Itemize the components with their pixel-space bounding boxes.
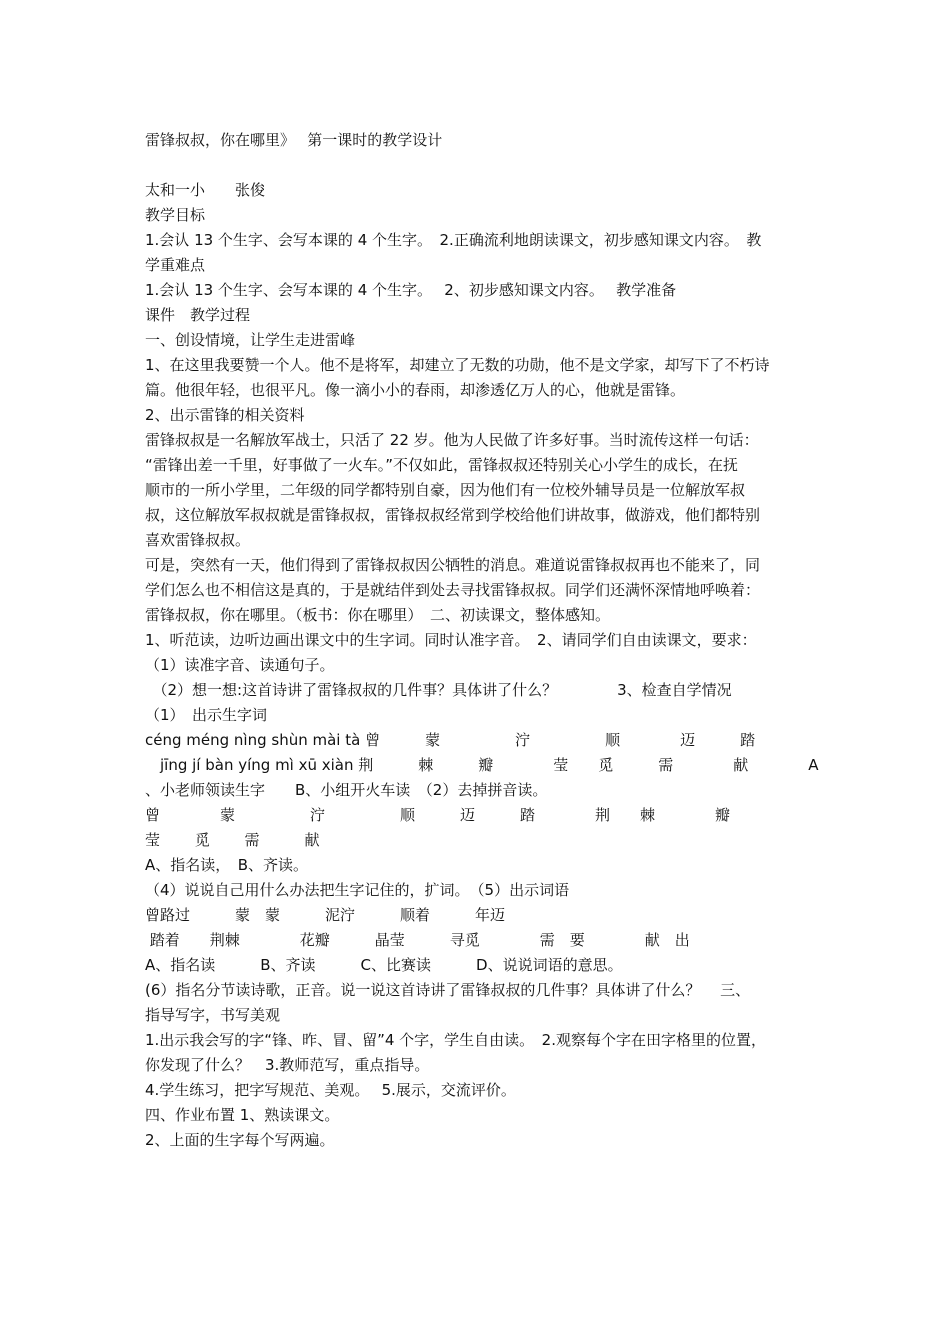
text-line: 喜欢雷锋叔叔。	[145, 531, 251, 549]
text-line: A、指名读 B、齐读 C、比赛读 D、说说词语的意思。	[145, 956, 623, 974]
word-list: 曾路过 蒙 蒙 泥泞 顺着 年迈	[145, 906, 506, 924]
text-line: 1.出示我会写的字“锋、昨、冒、留”4 个字，学生自由读。 2.观察每个字在田字格里的位置，	[145, 1031, 766, 1049]
text-line: （1） 出示生字词	[145, 706, 268, 724]
text-line: 可是，突然有一天，他们得到了雷锋叔叔因公牺牲的消息。难道说雷锋叔叔再也不能来了，同	[145, 556, 761, 574]
text-line: 1、在这里我要赞一个人。他不是将军，却建立了无数的功勋，他不是文学家，却写下了不朽诗	[145, 356, 770, 374]
text-line: A、指名读， B、齐读。	[145, 856, 309, 874]
text-line: 1.会认 13 个生字、会写本课的 4 个生字。 2.正确流利地朗读课文，初步感知课文内容。 教	[145, 231, 762, 249]
character-list: 莹 觅 需 献	[145, 831, 320, 849]
character-list: 曾 蒙 泞 顺 迈 踏 荆 棘 瓣	[145, 806, 731, 824]
document-title: 雷锋叔叔，你在哪里》 第一课时的教学设计	[145, 131, 443, 149]
text-line: 、小老师领读生字 B、小组开火车读 （2）去掉拼音读。	[145, 781, 548, 799]
text-line: 雷锋叔叔，你在哪里。（板书：你在哪里） 二、初读课文，整体感知。	[145, 606, 611, 624]
text-line: 2、上面的生字每个写两遍。	[145, 1131, 335, 1149]
text-line: 1.会认 13 个生字、会写本课的 4 个生字。 2、初步感知课文内容。 教学准备	[145, 281, 677, 299]
text-line: 你发现了什么？ 3.教师范写，重点指导。	[145, 1056, 430, 1074]
section-heading: 一、创设情境，让学生走进雷峰	[145, 331, 356, 349]
text-line: (6）指名分节读诗歌，正音。说一说这首诗讲了雷锋叔叔的几件事？具体讲了什么？ 三、	[145, 981, 751, 999]
text-line: 雷锋叔叔是一名解放军战士，只活了 22 岁。他为人民做了许多好事。当时流传这样一句话：	[145, 431, 759, 449]
text-line: 叔，这位解放军叔叔就是雷锋叔叔，雷锋叔叔经常到学校给他们讲故事，做游戏，他们都特别	[145, 506, 761, 524]
text-line: 指导写字，书写美观	[145, 1006, 281, 1024]
text-line: 学们怎么也不相信这是真的，于是就结伴到处去寻找雷锋叔叔。同学们还满怀深情地呼唤着：	[145, 581, 761, 599]
text-line: 1、听范读，边听边画出课文中的生字词。同时认准字音。 2、请同学们自由读课文，要求：	[145, 631, 757, 649]
pinyin-line: céng méng nìng shùn mài tà 曾 蒙 泞 顺 迈 踏	[145, 731, 756, 749]
text-line: （1）读准字音、读通句子。	[145, 656, 335, 674]
text-line: 学重难点	[145, 256, 206, 274]
text-line: 4.学生练习，把字写规范、美观。 5.展示，交流评价。	[145, 1081, 516, 1099]
heading-teaching-goals: 教学目标	[145, 206, 206, 224]
text-line: （4）说说自己用什么办法把生字记住的，扩词。 （5）出示词语	[145, 881, 570, 899]
text-line: 课件 教学过程	[145, 306, 251, 324]
text-line: 2、出示雷锋的相关资料	[145, 406, 305, 424]
text-line: （2）想一想:这首诗讲了雷锋叔叔的几件事？具体讲了什么？ 3、检查自学情况	[145, 681, 732, 699]
pinyin-line: jīng jí bàn yíng mì xū xiàn 荆 棘 瓣 莹 觅 需 献 A	[145, 756, 819, 774]
word-list: 踏着 荆棘 花瓣 晶莹 寻觅 需 要 献 出	[145, 931, 690, 949]
text-line: 篇。他很年轻，也很平凡。像一滴小小的春雨，却渗透亿万人的心，他就是雷锋。	[145, 381, 686, 399]
text-line: “雷锋出差一千里，好事做了一火车。”不仅如此，雷锋叔叔还特别关心小学生的成长，在抚	[145, 456, 739, 474]
section-heading: 四、作业布置 1、熟读课文。	[145, 1106, 340, 1124]
author-line: 太和一小 张俊	[145, 181, 266, 199]
text-line: 顺市的一所小学里，二年级的同学都特别自豪，因为他们有一位校外辅导员是一位解放军叔	[145, 481, 746, 499]
